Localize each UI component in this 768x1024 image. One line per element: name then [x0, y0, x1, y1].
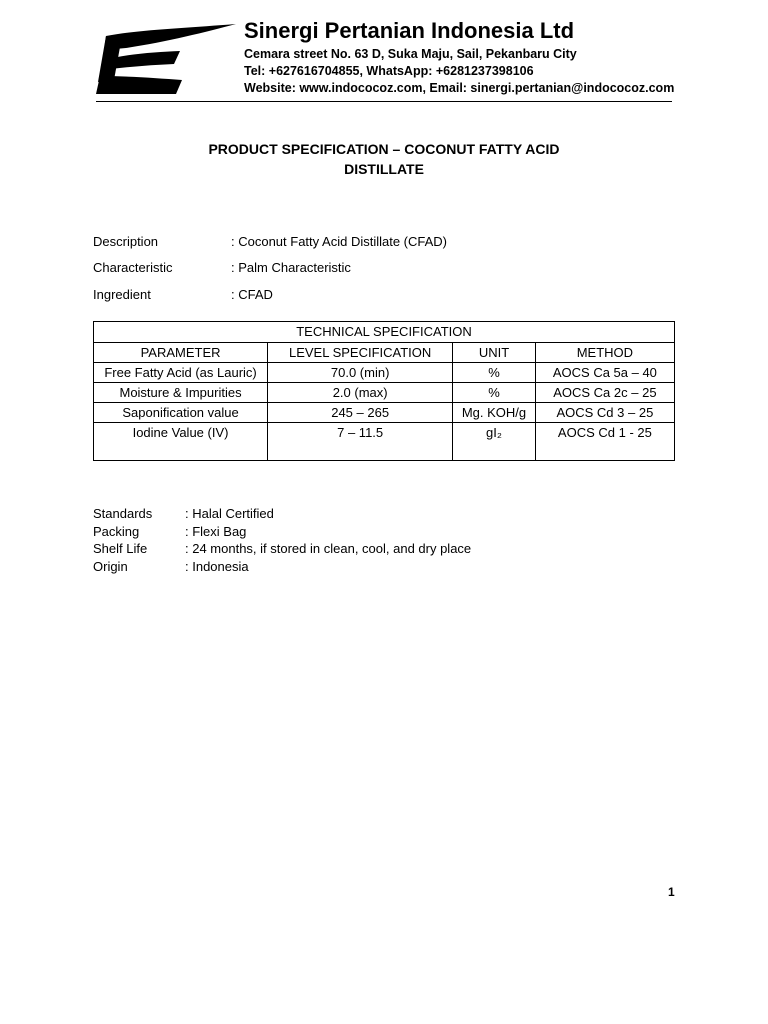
table-row — [94, 423, 675, 461]
document-title-line-1: PRODUCT SPECIFICATION – COCONUT FATTY ACID — [208, 141, 560, 157]
table-cell: 2.0 (max) — [268, 383, 453, 403]
column-header: UNIT — [453, 343, 536, 363]
company-phone: Tel: +627616704855, WhatsApp: +6281237398106 — [244, 64, 534, 78]
table-cell: % — [453, 363, 536, 383]
footer-value: : 24 months, if stored in clean, cool, and dry place — [185, 541, 472, 556]
table-cell: Iodine Value (IV) — [94, 423, 268, 461]
footer-label: Origin — [93, 559, 128, 574]
table-row — [94, 383, 675, 403]
footer-label: Packing — [93, 524, 140, 539]
table-cell: AOCS Ca 2c – 25 — [535, 383, 674, 403]
table-cell: Moisture & Impurities — [94, 383, 268, 403]
info-label: Ingredient — [93, 287, 151, 302]
footer-label: Shelf Life — [93, 541, 148, 556]
info-label: Description — [93, 234, 159, 249]
page-number: 1 — [668, 885, 675, 899]
table-caption: TECHNICAL SPECIFICATION — [94, 322, 675, 343]
info-value: : Palm Characteristic — [231, 260, 351, 275]
info-value: : Coconut Fatty Acid Distillate (CFAD) — [231, 234, 448, 249]
footer-value: : Flexi Bag — [185, 524, 247, 539]
table-row — [94, 363, 675, 383]
column-header: PARAMETER — [94, 343, 268, 363]
company-logo-icon — [96, 24, 238, 96]
column-header: METHOD — [535, 343, 674, 363]
info-label: Characteristic — [93, 260, 173, 275]
table-row — [94, 403, 675, 423]
table-header-row — [94, 343, 675, 363]
table-cell: 7 – 11.5 — [268, 423, 453, 461]
document-title — [96, 139, 672, 179]
table-cell: gI₂ — [453, 423, 536, 461]
table-cell: Mg. KOH/g — [453, 403, 536, 423]
footer-label: Standards — [93, 506, 153, 521]
table-cell: AOCS Cd 1 - 25 — [535, 423, 674, 461]
footer-value: : Indonesia — [185, 559, 249, 574]
company-name: Sinergi Pertanian Indonesia Ltd — [244, 18, 575, 43]
table-cell: 245 – 265 — [268, 403, 453, 423]
table-cell: AOCS Cd 3 – 25 — [535, 403, 674, 423]
table-cell: Saponification value — [94, 403, 268, 423]
header-divider — [96, 101, 672, 102]
table-cell: Free Fatty Acid (as Lauric) — [94, 363, 268, 383]
company-address: Cemara street No. 63 D, Suka Maju, Sail, Pekanbaru City — [244, 47, 577, 61]
table-cell: % — [453, 383, 536, 403]
technical-specification-table — [93, 321, 675, 461]
document-title-line-2: DISTILLATE — [344, 161, 424, 177]
table-cell: AOCS Ca 5a – 40 — [535, 363, 674, 383]
column-header: LEVEL SPECIFICATION — [268, 343, 453, 363]
company-website-email: Website: www.indococoz.com, Email: sinergi.pertanian@indococoz.com — [244, 81, 675, 95]
footer-value: : Halal Certified — [185, 506, 274, 521]
info-value: : CFAD — [231, 287, 273, 302]
table-cell: 70.0 (min) — [268, 363, 453, 383]
